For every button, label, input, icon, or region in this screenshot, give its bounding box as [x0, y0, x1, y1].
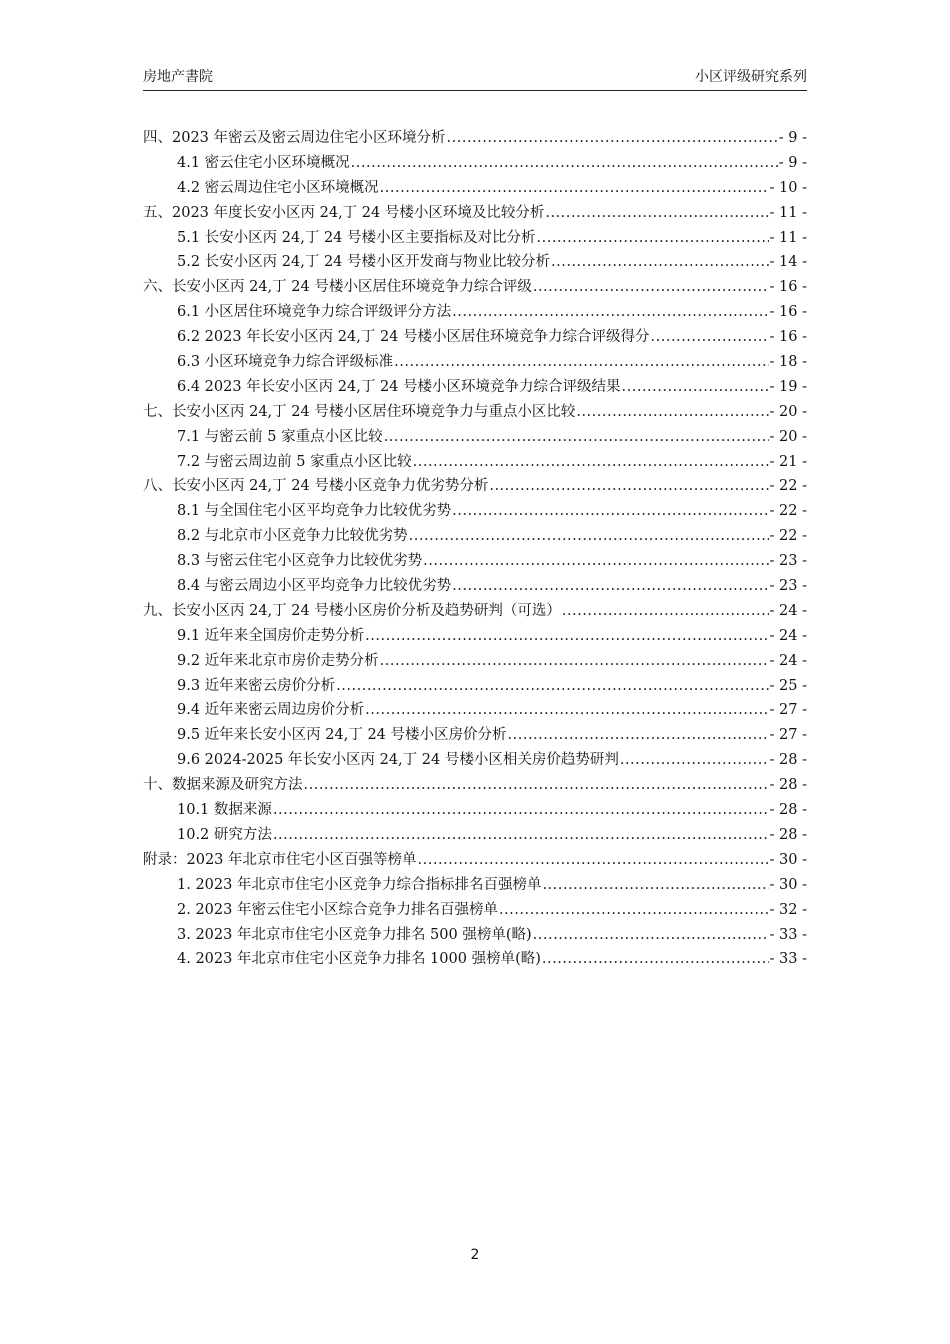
toc-dot-leader — [542, 947, 769, 972]
toc-dot-leader — [537, 226, 769, 251]
toc-dot-leader — [452, 574, 768, 599]
toc-entry-page: - 22 - — [769, 528, 807, 545]
table-of-contents — [143, 126, 807, 972]
toc-chapter-entry[interactable] — [143, 599, 807, 624]
toc-entry-page: - 9 - — [778, 154, 807, 171]
toc-entry-title: 9.2 近年来北京市房价走势分析 — [177, 652, 379, 669]
toc-entry-page: - 24 - — [769, 652, 807, 669]
toc-entry-title: 十、数据来源及研究方法 — [143, 777, 303, 794]
toc-entry-title: 4.1 密云住宅小区环境概况 — [177, 154, 350, 171]
toc-dot-leader — [447, 126, 778, 151]
toc-dot-leader — [576, 400, 768, 425]
toc-entry-title: 8.2 与北京市小区竞争力比较优劣势 — [177, 528, 408, 545]
toc-entry-title: 四、2023 年密云及密云周边住宅小区环境分析 — [143, 130, 446, 146]
toc-dot-leader — [562, 599, 769, 624]
toc-entry-title: 六、长安小区丙 24,丁 24 号楼小区居住环境竞争力综合评级 — [143, 279, 532, 296]
toc-entry-title: 9.6 2024-2025 年长安小区丙 24,丁 24 号楼小区相关房价趋势研判 — [177, 752, 619, 769]
toc-dot-leader — [551, 250, 769, 275]
toc-section-entry[interactable] — [143, 873, 807, 898]
toc-entry-page: - 23 - — [769, 578, 807, 595]
page-header — [143, 66, 807, 90]
toc-section-entry[interactable] — [143, 226, 807, 251]
toc-section-entry[interactable] — [143, 549, 807, 574]
toc-section-entry[interactable] — [143, 947, 807, 972]
toc-entry-page: - 16 - — [769, 304, 807, 321]
toc-entry-title: 10.2 研究方法 — [177, 826, 272, 843]
toc-entry-title: 9.3 近年来密云房价分析 — [177, 677, 336, 694]
toc-dot-leader — [380, 649, 769, 674]
toc-entry-page: - 22 - — [769, 503, 807, 520]
toc-entry-title: 附录：2023 年北京市住宅小区百强等榜单 — [143, 851, 417, 868]
toc-dot-leader — [394, 350, 768, 375]
toc-entry-page: - 18 - — [769, 354, 807, 371]
toc-dot-leader — [452, 300, 768, 325]
toc-entry-title: 10.1 数据来源 — [177, 802, 272, 819]
toc-dot-leader — [620, 748, 769, 773]
toc-entry-title: 6.3 小区环境竞争力综合评级标准 — [177, 354, 394, 371]
toc-entry-page: - 11 - — [769, 229, 807, 246]
toc-entry-page: - 28 - — [769, 802, 807, 819]
toc-entry-page: - 10 - — [769, 179, 807, 196]
toc-section-entry[interactable] — [143, 624, 807, 649]
toc-section-entry[interactable] — [143, 524, 807, 549]
toc-entry-title: 九、长安小区丙 24,丁 24 号楼小区房价分析及趋势研判（可选） — [143, 602, 561, 619]
toc-dot-leader — [423, 549, 768, 574]
toc-entry-page: - 20 - — [769, 403, 807, 420]
toc-section-entry[interactable] — [143, 898, 807, 923]
toc-dot-leader — [545, 201, 768, 226]
toc-dot-leader — [304, 773, 769, 798]
toc-section-entry[interactable] — [143, 176, 807, 201]
toc-entry-title: 9.5 近年来长安小区丙 24,丁 24 号楼小区房价分析 — [177, 727, 507, 744]
toc-section-entry[interactable] — [143, 698, 807, 723]
toc-chapter-entry[interactable] — [143, 275, 807, 300]
toc-entry-page: - 21 - — [769, 453, 807, 470]
toc-dot-leader — [489, 474, 768, 499]
toc-entry-page: - 27 - — [769, 702, 807, 719]
toc-entry-page: - 33 - — [769, 951, 807, 968]
toc-dot-leader — [384, 425, 769, 450]
toc-section-entry[interactable] — [143, 499, 807, 524]
toc-section-entry[interactable] — [143, 325, 807, 350]
toc-section-entry[interactable] — [143, 350, 807, 375]
toc-section-entry[interactable] — [143, 250, 807, 275]
header-divider — [143, 90, 807, 91]
toc-entry-page: - 28 - — [769, 777, 807, 794]
toc-dot-leader — [413, 450, 769, 475]
toc-entry-page: - 9 - — [778, 130, 807, 146]
toc-entry-page: - 24 - — [769, 602, 807, 619]
toc-entry-page: - 14 - — [769, 254, 807, 271]
toc-chapter-entry[interactable] — [143, 126, 807, 151]
toc-entry-page: - 30 - — [769, 851, 807, 868]
toc-dot-leader — [273, 798, 769, 823]
toc-chapter-entry[interactable] — [143, 848, 807, 873]
toc-dot-leader — [452, 499, 768, 524]
toc-section-entry[interactable] — [143, 823, 807, 848]
toc-dot-leader — [365, 698, 768, 723]
toc-dot-leader — [533, 923, 769, 948]
toc-section-entry[interactable] — [143, 151, 807, 176]
toc-dot-leader — [651, 325, 769, 350]
toc-entry-page: - 20 - — [769, 428, 807, 445]
toc-entry-title: 2. 2023 年密云住宅小区综合竞争力排名百强榜单 — [177, 901, 498, 918]
toc-dot-leader — [533, 275, 769, 300]
toc-section-entry[interactable] — [143, 649, 807, 674]
toc-entry-title: 5.2 长安小区丙 24,丁 24 号楼小区开发商与物业比较分析 — [177, 254, 551, 271]
toc-entry-page: - 11 - — [769, 204, 807, 221]
toc-entry-title: 8.1 与全国住宅小区平均竞争力比较优劣势 — [177, 503, 452, 520]
toc-entry-page: - 24 - — [769, 627, 807, 644]
toc-entry-page: - 23 - — [769, 553, 807, 570]
toc-entry-title: 5.1 长安小区丙 24,丁 24 号楼小区主要指标及对比分析 — [177, 229, 536, 246]
toc-entry-title: 7.2 与密云周边前 5 家重点小区比较 — [177, 453, 412, 470]
toc-chapter-entry[interactable] — [143, 474, 807, 499]
toc-entry-title: 9.1 近年来全国房价走势分析 — [177, 627, 365, 644]
toc-section-entry[interactable] — [143, 375, 807, 400]
toc-entry-title: 6.4 2023 年长安小区丙 24,丁 24 号楼小区环境竞争力综合评级结果 — [177, 378, 621, 395]
toc-entry-page: - 32 - — [769, 901, 807, 918]
toc-entry-page: - 28 - — [769, 752, 807, 769]
toc-entry-title: 8.3 与密云住宅小区竞争力比较优劣势 — [177, 553, 423, 570]
toc-dot-leader — [508, 723, 769, 748]
toc-entry-page: - 27 - — [769, 727, 807, 744]
toc-dot-leader — [542, 873, 768, 898]
toc-section-entry[interactable] — [143, 425, 807, 450]
toc-dot-leader — [336, 674, 768, 699]
toc-dot-leader — [622, 375, 769, 400]
toc-entry-page: - 16 - — [769, 279, 807, 296]
toc-entry-title: 八、长安小区丙 24,丁 24 号楼小区竞争力优劣势分析 — [143, 478, 489, 495]
page-number: 2 — [470, 1247, 480, 1263]
toc-entry-title: 七、长安小区丙 24,丁 24 号楼小区居住环境竞争力与重点小区比较 — [143, 403, 576, 420]
toc-section-entry[interactable] — [143, 748, 807, 773]
toc-dot-leader — [365, 624, 768, 649]
toc-entry-page: - 22 - — [769, 478, 807, 495]
toc-entry-title: 3. 2023 年北京市住宅小区竞争力排名 500 强榜单(略) — [177, 926, 532, 943]
header-right-text: 小区评级研究系列 — [695, 69, 807, 85]
toc-section-entry[interactable] — [143, 798, 807, 823]
toc-entry-page: - 16 - — [769, 329, 807, 346]
toc-entry-page: - 19 - — [769, 378, 807, 395]
toc-dot-leader — [409, 524, 769, 549]
header-left-text: 房地产書院 — [143, 69, 213, 85]
toc-entry-page: - 25 - — [769, 677, 807, 694]
toc-dot-leader — [351, 151, 778, 176]
toc-entry-page: - 30 - — [769, 876, 807, 893]
toc-entry-title: 4.2 密云周边住宅小区环境概况 — [177, 179, 379, 196]
toc-section-entry[interactable] — [143, 723, 807, 748]
toc-chapter-entry[interactable] — [143, 201, 807, 226]
toc-entry-title: 7.1 与密云前 5 家重点小区比较 — [177, 428, 383, 445]
toc-entry-title: 五、2023 年度长安小区丙 24,丁 24 号楼小区环境及比较分析 — [143, 204, 545, 221]
toc-dot-leader — [380, 176, 769, 201]
toc-entry-title: 6.1 小区居住环境竞争力综合评级评分方法 — [177, 304, 452, 321]
toc-section-entry[interactable] — [143, 923, 807, 948]
toc-chapter-entry[interactable] — [143, 400, 807, 425]
toc-chapter-entry[interactable] — [143, 773, 807, 798]
toc-dot-leader — [418, 848, 769, 873]
toc-entry-page: - 33 - — [769, 926, 807, 943]
toc-dot-leader — [273, 823, 769, 848]
toc-entry-title: 6.2 2023 年长安小区丙 24,丁 24 号楼小区居住环境竞争力综合评级得分 — [177, 329, 650, 346]
toc-entry-title: 8.4 与密云周边小区平均竞争力比较优劣势 — [177, 578, 452, 595]
toc-section-entry[interactable] — [143, 574, 807, 599]
toc-entry-title: 4. 2023 年北京市住宅小区竞争力排名 1000 强榜单(略) — [177, 951, 541, 968]
toc-section-entry[interactable] — [143, 300, 807, 325]
toc-entry-page: - 28 - — [769, 826, 807, 843]
toc-section-entry[interactable] — [143, 450, 807, 475]
toc-entry-title: 9.4 近年来密云周边房价分析 — [177, 702, 365, 719]
toc-section-entry[interactable] — [143, 674, 807, 699]
toc-entry-title: 1. 2023 年北京市住宅小区竞争力综合指标排名百强榜单 — [177, 876, 542, 893]
toc-dot-leader — [499, 898, 769, 923]
